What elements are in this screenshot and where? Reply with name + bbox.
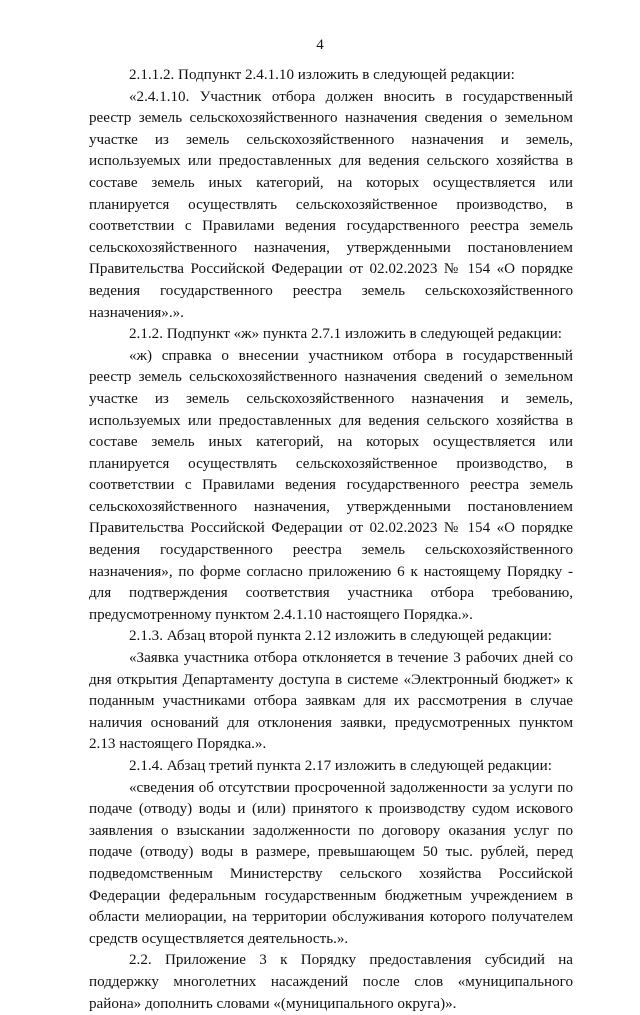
paragraph-subitem-zh-text: «ж) справка о внесении участником отбора в государственный реестр земель сельскохозяйственного назначения сведений о земельном участке из земель сельскохозяйственного назначения и земель, используемых или предоставленных для ведения сельского хозяйства в составе земель иных категорий, на которых осуществляется или планируется осуществлять сельскохозяйственное производство, в соответствии с Правилами ведения государственного реестра земель сельскохозяйственного назначения, утвержденными постановлением Правительства Российской Федерации от 02.02.2023 № 154 «О порядке ведения государственного реестра земель сельскохозяйственного назначения», по форме согласно приложению 6 к настоящему Порядку - для подтверждения соответствия участника отбора требованию, предусмотренному пунктом 2.4.1.10 настоящего Порядка.».: [89, 347, 573, 623]
paragraph-2-12-text: «Заявка участника отбора отклоняется в течение 3 рабочих дней со дня открытия Департаменту доступа в системе «Электронный бюджет» к поданным участниками отбора заявкам для их рассмотрения в случае наличия оснований для отклонения заявки, предусмотренных пунктом 2.13 настоящего Порядка.».: [89, 650, 573, 753]
paragraph-2-1-1-2-heading: 2.1.1.2. Подпункт 2.4.1.10 изложить в следующей редакции:: [129, 67, 515, 83]
document-body: [89, 65, 573, 1015]
paragraph-2-1-3-heading: 2.1.3. Абзац второй пункта 2.12 изложить в следующей редакции:: [129, 628, 552, 645]
paragraph-2-4-1-10-text: «2.4.1.10. Участник отбора должен вносить в государственный реестр земель сельскохозяйственного назначения сведения о земельном участке из земель сельскохозяйственного назначения и земель, используемых или предоставленных для ведения сельского хозяйства в составе земель иных категорий, на которых осуществляется или планируется осуществлять сельскохозяйственное производство, в соответствии с Правилами ведения государственного реестра земель сельскохозяйственного назначения, утвержденными постановлением Правительства Российской Федерации от 02.02.2023 № 154 «О порядке ведения государственного реестра земель сельскохозяйственного назначения».».: [89, 88, 573, 321]
page-number: 4: [316, 37, 324, 53]
paragraph-2-17-text: «сведения об отсутствии просроченной задолженности за услуги по подаче (отводу) воды и (или) принятого к производству судом искового заявления о взыскании задолженности по договору оказания услуг по подаче (отводу) воды в размере, превышающем 50 тыс. рублей, перед подведомственным Министерству сельского хозяйства Российской Федерации федеральным государственным бюджетным учреждением в области мелиорации, на территории обслуживания которого получателем средств осуществляется деятельность.».: [89, 779, 573, 947]
paragraph-2-2-text: 2.2. Приложение 3 к Порядку предоставления субсидий на поддержку многолетних насаждений после слов «муниципального района» дополнить словами «(муниципального округа)».: [89, 952, 573, 1012]
paragraph-2-1-4-heading: 2.1.4. Абзац третий пункта 2.17 изложить в следующей редакции:: [129, 758, 552, 774]
paragraph-2-1-2-heading: 2.1.2. Подпункт «ж» пункта 2.7.1 изложить в следующей редакции:: [129, 326, 562, 343]
